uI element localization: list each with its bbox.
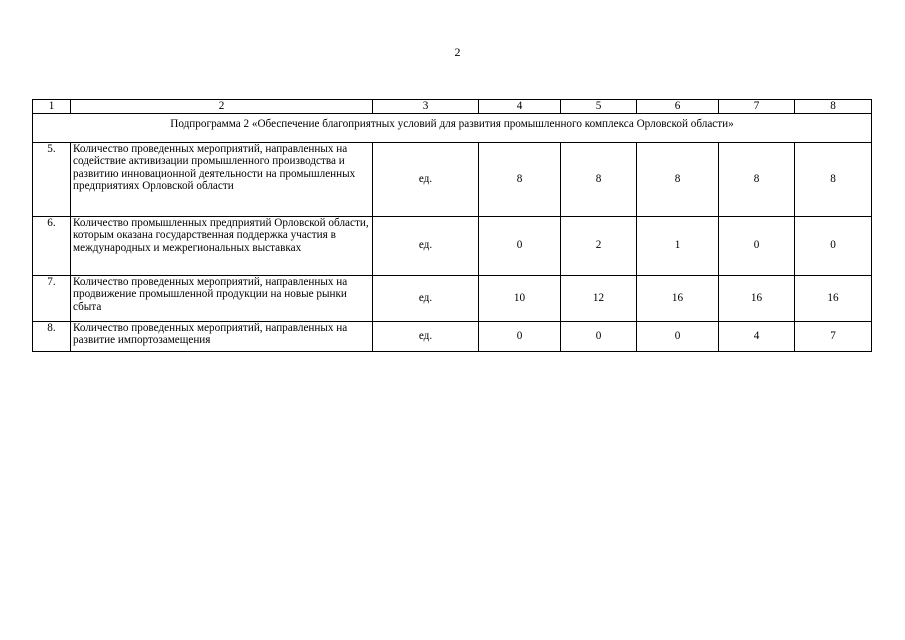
row-number: 8.: [33, 321, 71, 351]
header-row: [33, 100, 872, 114]
header-cell: 2: [71, 100, 373, 114]
header-cell: 8: [795, 100, 872, 114]
header-cell: 6: [637, 100, 719, 114]
subprogram-row: [33, 113, 872, 142]
header-cell: 4: [479, 100, 561, 114]
table-row: [33, 321, 872, 351]
row-number: 7.: [33, 275, 71, 321]
value-cell: 8: [561, 142, 637, 216]
unit-cell: ед.: [373, 142, 479, 216]
value-cell: 0: [719, 216, 795, 275]
value-cell: 0: [795, 216, 872, 275]
value-cell: 0: [479, 216, 561, 275]
table-row: [33, 216, 872, 275]
value-cell: 0: [479, 321, 561, 351]
value-cell: 16: [719, 275, 795, 321]
value-cell: 8: [795, 142, 872, 216]
value-cell: 12: [561, 275, 637, 321]
value-cell: 0: [561, 321, 637, 351]
unit-cell: ед.: [373, 321, 479, 351]
header-cell: 5: [561, 100, 637, 114]
indicator-name: Количество проведенных мероприятий, направленных на развитие импортозамещения: [71, 321, 373, 351]
value-cell: 2: [561, 216, 637, 275]
row-number: 6.: [33, 216, 71, 275]
header-cell: 3: [373, 100, 479, 114]
table-row: [33, 142, 872, 216]
value-cell: 16: [637, 275, 719, 321]
unit-cell: ед.: [373, 275, 479, 321]
value-cell: 8: [479, 142, 561, 216]
table-row: [33, 275, 872, 321]
header-cell: 1: [33, 100, 71, 114]
value-cell: 7: [795, 321, 872, 351]
unit-cell: ед.: [373, 216, 479, 275]
value-cell: 4: [719, 321, 795, 351]
row-number: 5.: [33, 142, 71, 216]
indicators-table: [32, 99, 872, 352]
indicator-name: Количество промышленных предприятий Орловской области, которым оказана государственная поддержка участия в международных и межрегиональных выставках: [71, 216, 373, 275]
page-number: 2: [454, 45, 461, 59]
value-cell: 16: [795, 275, 872, 321]
value-cell: 10: [479, 275, 561, 321]
indicator-name: Количество проведенных мероприятий, направленных на продвижение промышленной продукции на новые рынки сбыта: [71, 275, 373, 321]
header-cell: 7: [719, 100, 795, 114]
value-cell: 8: [637, 142, 719, 216]
subprogram-title: Подпрограмма 2 «Обеспечение благоприятных условий для развития промышленного комплекса Орловской области»: [33, 113, 872, 142]
value-cell: 1: [637, 216, 719, 275]
value-cell: 0: [637, 321, 719, 351]
indicator-name: Количество проведенных мероприятий, направленных на содействие активизации промышленного производства и развитию инновационной деятельности на промышленных предприятиях Орловской области: [71, 142, 373, 216]
value-cell: 8: [719, 142, 795, 216]
